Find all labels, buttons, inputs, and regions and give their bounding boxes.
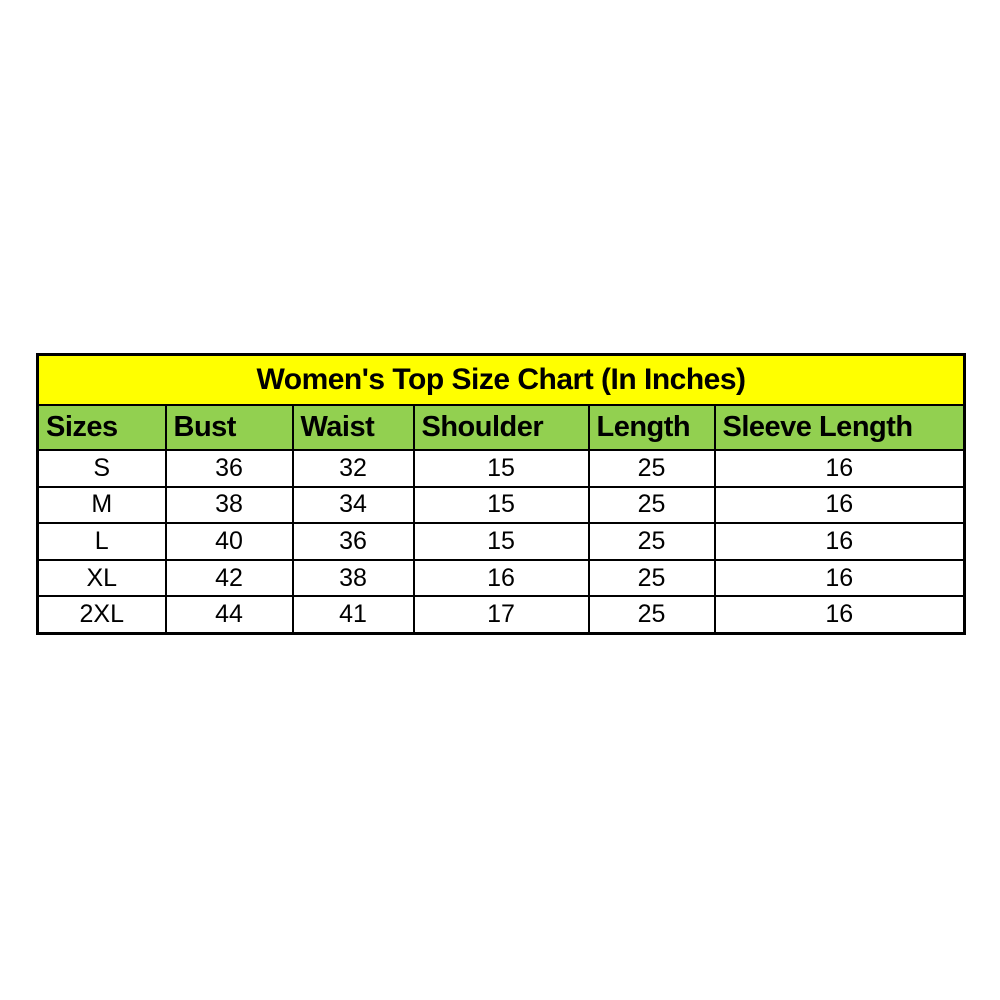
table-row <box>38 560 965 597</box>
size-cell: 2XL <box>38 596 166 633</box>
column-header-shoulder: Shoulder <box>414 405 589 450</box>
value-cell: 25 <box>589 487 715 524</box>
value-cell: 36 <box>293 523 414 560</box>
size-chart-container <box>36 353 963 635</box>
value-cell: 41 <box>293 596 414 633</box>
column-header-bust: Bust <box>166 405 293 450</box>
value-cell: 15 <box>414 523 589 560</box>
value-cell: 25 <box>589 450 715 487</box>
value-cell: 42 <box>166 560 293 597</box>
value-cell: 36 <box>166 450 293 487</box>
size-cell: XL <box>38 560 166 597</box>
value-cell: 15 <box>414 450 589 487</box>
value-cell: 25 <box>589 596 715 633</box>
value-cell: 38 <box>293 560 414 597</box>
size-cell: L <box>38 523 166 560</box>
table-row <box>38 450 965 487</box>
value-cell: 17 <box>414 596 589 633</box>
value-cell: 15 <box>414 487 589 524</box>
value-cell: 32 <box>293 450 414 487</box>
title-row <box>38 355 965 406</box>
value-cell: 25 <box>589 560 715 597</box>
column-header-length: Length <box>589 405 715 450</box>
column-header-sleeve-length: Sleeve Length <box>715 405 965 450</box>
header-row <box>38 405 965 450</box>
size-cell: M <box>38 487 166 524</box>
value-cell: 16 <box>715 450 965 487</box>
table-row <box>38 596 965 633</box>
table-row <box>38 523 965 560</box>
value-cell: 16 <box>414 560 589 597</box>
value-cell: 16 <box>715 596 965 633</box>
value-cell: 16 <box>715 523 965 560</box>
chart-title: Women's Top Size Chart (In Inches) <box>38 355 965 406</box>
value-cell: 38 <box>166 487 293 524</box>
value-cell: 16 <box>715 487 965 524</box>
value-cell: 34 <box>293 487 414 524</box>
column-header-waist: Waist <box>293 405 414 450</box>
table-row <box>38 487 965 524</box>
column-header-sizes: Sizes <box>38 405 166 450</box>
size-cell: S <box>38 450 166 487</box>
size-chart-table <box>36 353 966 635</box>
value-cell: 16 <box>715 560 965 597</box>
value-cell: 44 <box>166 596 293 633</box>
value-cell: 40 <box>166 523 293 560</box>
value-cell: 25 <box>589 523 715 560</box>
table-body <box>38 450 965 633</box>
